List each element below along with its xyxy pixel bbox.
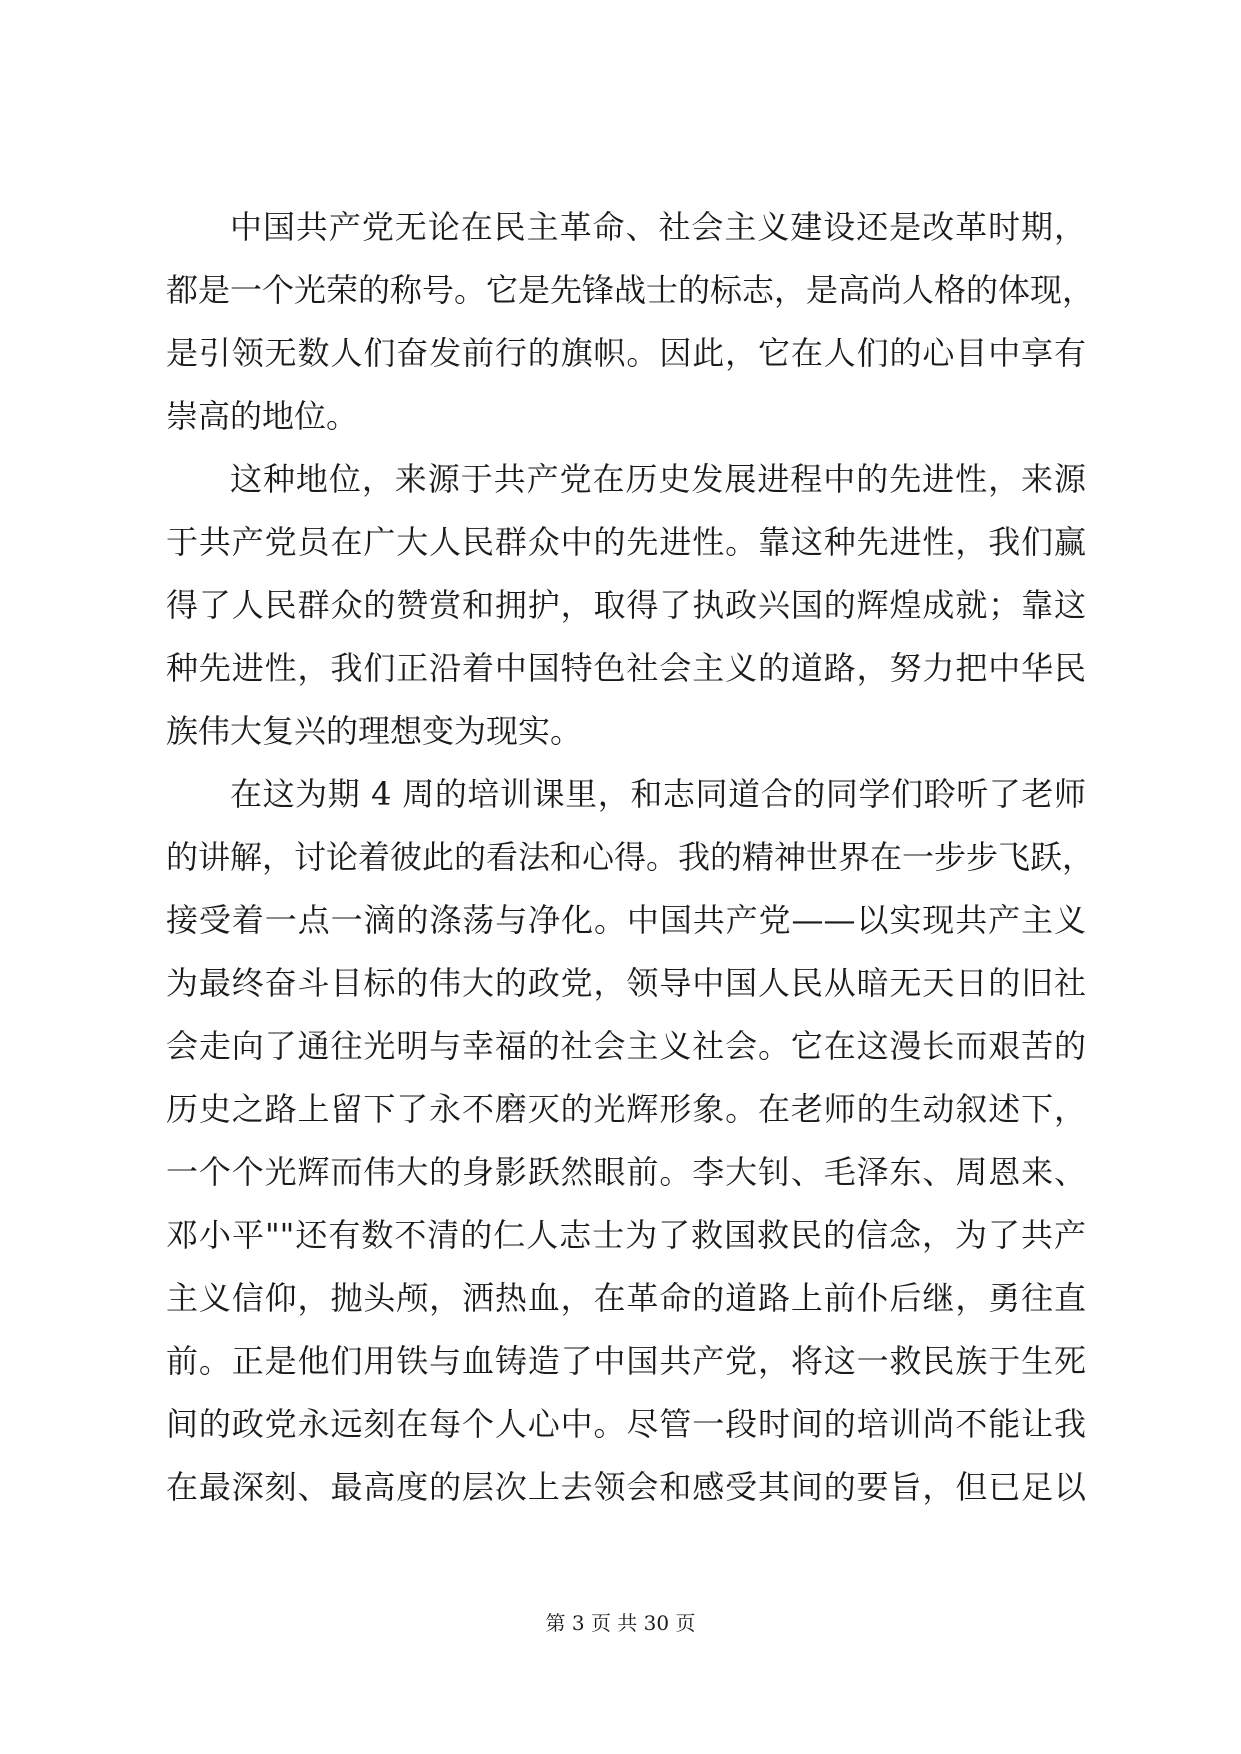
- text-line: 种先进性，我们正沿着中国特色社会主义的道路，努力把中华民: [166, 649, 1086, 687]
- text-line: 的讲解，讨论着彼此的看法和心得。我的精神世界在一步步飞跃，: [166, 838, 1095, 876]
- text-line: 这种地位，来源于共产党在历史发展进程中的先进性，来源: [230, 460, 1086, 498]
- text-line: 接受着一点一滴的涤荡与净化。中国共产党——以实现共产主义: [166, 901, 1086, 939]
- text-line: 为最终奋斗目标的伟大的政党，领导中国人民从暗无天日的旧社: [166, 964, 1086, 1002]
- text-line: 是引领无数人们奋发前行的旗帜。因此，它在人们的心目中享有: [166, 334, 1086, 372]
- paragraph-1: [166, 196, 1095, 448]
- text-line: 中国共产党无论在民主革命、社会主义建设还是改革时期，: [230, 208, 1086, 246]
- text-line: 于共产党员在广大人民群众中的先进性。靠这种先进性，我们赢: [166, 523, 1086, 561]
- text-line: 崇高的地位。: [166, 397, 359, 435]
- text-line: 在最深刻、最高度的层次上去领会和感受其间的要旨，但已足以: [166, 1468, 1086, 1506]
- text-line: 族伟大复兴的理想变为现实。: [166, 712, 583, 750]
- text-line: 都是一个光荣的称号。它是先锋战士的标志，是高尚人格的体现，: [166, 271, 1095, 309]
- text-line: 前。正是他们用铁与血铸造了中国共产党，将这一救民族于生死: [166, 1342, 1086, 1380]
- text-line: 邓小平""还有数不清的仁人志士为了救国救民的信念，为了共产: [166, 1216, 1086, 1254]
- text-line: 在这为期 4 周的培训课里，和志同道合的同学们聆听了老师: [230, 775, 1086, 813]
- text-line: 一个个光辉而伟大的身影跃然眼前。李大钊、毛泽东、周恩来、: [166, 1153, 1086, 1191]
- text-line: 主义信仰，抛头颅，洒热血，在革命的道路上前仆后继，勇往直: [166, 1279, 1086, 1317]
- text-line: 得了人民群众的赞赏和拥护，取得了执政兴国的辉煌成就；靠这: [166, 586, 1086, 624]
- paragraph-2: [166, 448, 1086, 763]
- text-line: 历史之路上留下了永不磨灭的光辉形象。在老师的生动叙述下，: [166, 1090, 1086, 1128]
- paragraph-3: [166, 763, 1095, 1519]
- text-line: 间的政党永远刻在每个人心中。尽管一段时间的培训尚不能让我: [166, 1405, 1086, 1443]
- document-body: [166, 196, 1095, 1519]
- text-line: 会走向了通往光明与幸福的社会主义社会。它在这漫长而艰苦的: [166, 1027, 1086, 1065]
- page-footer: 第 3 页 共 30 页: [545, 1611, 696, 1635]
